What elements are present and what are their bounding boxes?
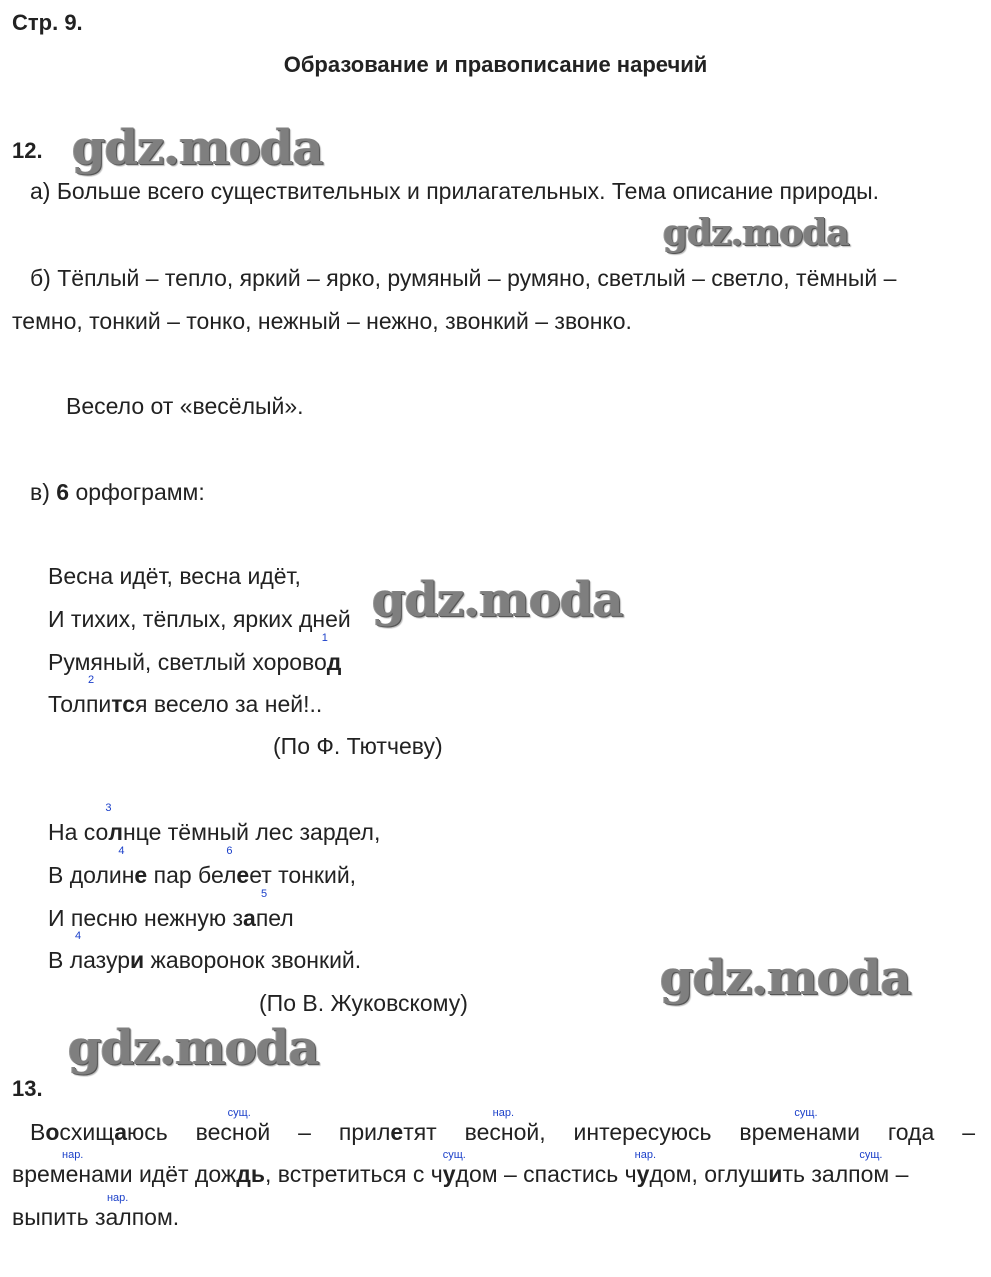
poem2-line3: И песню нежную з 5 апел	[48, 888, 294, 931]
part-of-speech-tag: сущ.	[227, 1107, 251, 1119]
exercise-13-number: 13.	[12, 1076, 43, 1101]
orthogram-marker: 5	[261, 888, 268, 900]
poem2-line2: В долин 4 е пар бел 6 еет тонкий,	[48, 845, 357, 888]
watermark-logo: gdz.moda	[663, 212, 849, 254]
word: нар. весной,	[464, 1107, 546, 1145]
part-of-speech-tag: нар.	[492, 1107, 515, 1119]
watermark-logo: gdz.moda	[660, 950, 911, 1006]
word: прилетят	[338, 1119, 437, 1145]
poem2-line1: На со 3 лнце тёмный лес зардел,	[48, 802, 381, 845]
orthogram-marker: 4	[75, 930, 82, 942]
word: сущ. весной	[195, 1107, 271, 1145]
part-of-speech-tag: нар.	[106, 1192, 129, 1204]
exercise-13-line3: выпить нар. залпом.	[12, 1192, 180, 1230]
word: Восхищаюсь	[30, 1119, 168, 1145]
exercise-12-number: 12.	[12, 138, 43, 163]
page-title: Образование и правописание наречий	[283, 52, 708, 77]
part-of-speech-tag: нар.	[62, 1149, 84, 1161]
exercise-12-answer-b-line1: б) Тёплый – тепло, яркий – ярко, румяный – румяно, светлый – светло, тёмный –	[30, 265, 897, 291]
poem1-author: (По Ф. Тютчеву)	[273, 733, 443, 759]
watermark-logo: gdz.moda	[72, 120, 323, 176]
part-of-speech-tag: сущ.	[859, 1149, 883, 1161]
orthogram-marker: 2	[88, 674, 95, 686]
page-label: Стр. 9.	[12, 10, 83, 35]
part-of-speech-tag: сущ.	[442, 1149, 466, 1161]
exercise-13-line1: Восхищаюсь сущ. весной – прилетят нар. весной, интересуюсь сущ. временами года –	[30, 1107, 975, 1145]
part-of-speech-tag: сущ.	[794, 1107, 818, 1119]
orthogram-marker: 6	[226, 845, 233, 857]
exercise-13-line2: нар. временами идёт дождь, встретиться с ч сущ. удом – спастись ч нар. удом, оглушить сущ. залпом –	[12, 1149, 909, 1187]
watermark-logo: gdz.moda	[68, 1020, 319, 1076]
poem1-line4: 2 Толпится весело за ней!..	[48, 674, 323, 717]
poem2-line4: В лазур 4 и жаворонок звонкий.	[48, 930, 362, 973]
poem1-line2: И тихих, тёплых, ярких дней	[48, 606, 351, 632]
exercise-12-veselo-note: Весело от «весёлый».	[66, 393, 304, 419]
word: сущ. временами	[739, 1107, 860, 1145]
exercise-12-answer-v: в) 6 орфограмм:	[30, 479, 205, 505]
poem2-author: (По В. Жуковскому)	[259, 990, 468, 1016]
orthogram-marker: 4	[118, 845, 125, 857]
watermark-logo: gdz.moda	[372, 572, 623, 628]
orthogram-marker: 3	[105, 802, 112, 814]
poem1-line3: Румяный, светлый хорово 1 д	[48, 632, 342, 675]
poem1-line1: Весна идёт, весна идёт,	[48, 563, 301, 589]
part-of-speech-tag: нар.	[634, 1149, 657, 1161]
exercise-12-answer-b-line2: темно, тонкий – тонко, нежный – нежно, звонкий – звонко.	[12, 308, 632, 334]
orthogram-marker: 1	[321, 632, 328, 644]
orthogram-count: 6	[56, 479, 70, 505]
exercise-12-answer-a: а) Больше всего существительных и прилагательных. Тема описание природы.	[30, 178, 880, 204]
